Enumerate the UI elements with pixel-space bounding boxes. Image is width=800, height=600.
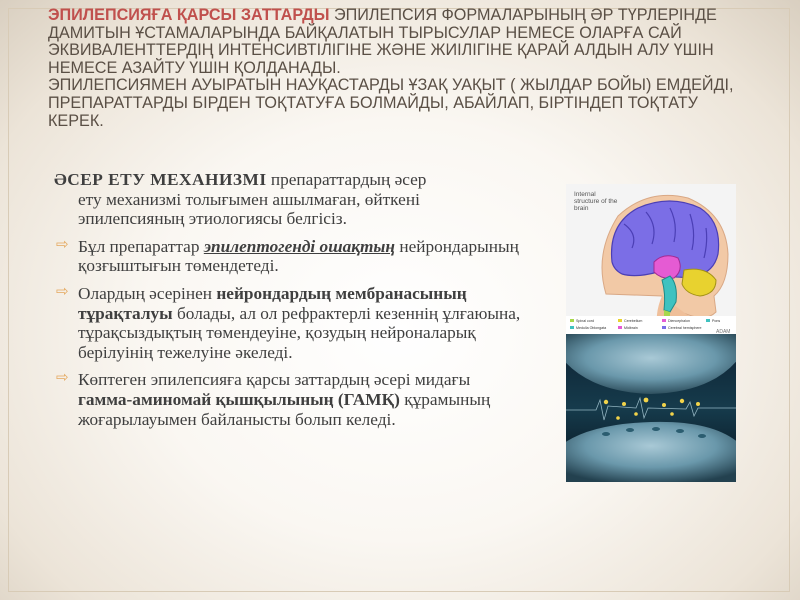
slide-content (54, 170, 524, 437)
mechanism-line1: препараттардың әсер (270, 170, 427, 189)
brain-illustration (566, 184, 736, 334)
header-paragraph-1 (48, 7, 753, 77)
bullet-2-text-a: Олардың әсерінен (78, 283, 212, 303)
brain-svg (566, 184, 736, 334)
brain-caption: Internal structure of the brain (574, 191, 618, 212)
bullet-1 (54, 237, 524, 276)
legend-item-3: Diencephalon (668, 319, 690, 323)
header-highlight: ЭПИЛЕПСИЯҒА ҚАРСЫ ЗАТТАРДЫ (48, 6, 330, 24)
legend-item-6: Midbrain (624, 326, 638, 330)
bullet-3-text-a: Көптеген эпилепсияға қарсы заттардың әсері мидағы (78, 370, 471, 390)
mechanism-text: ету механизмі толығымен ашылмаған, өйткені эпилепсияның этиологиясы белгісіз. (78, 189, 420, 229)
synapse-illustration (566, 334, 736, 482)
bullet-1-emphasis: эпилептогенді ошақтың (203, 236, 396, 256)
bullet-3-text-b: құрамының жоғарылауымен байланысты болып келеді. (78, 389, 491, 429)
legend-item-2: Cerebellum (624, 319, 643, 323)
slide-header (48, 7, 753, 130)
bullet-3-strong: гамма-аминомай қышқылының (ГАМҚ) (78, 389, 400, 409)
legend-item-4: Pons (712, 319, 721, 323)
mechanism-title: ӘСЕР ЕТУ МЕХАНИЗМІ (54, 170, 267, 189)
header-paragraph-2: ЭПИЛЕПСИЯМЕН АУЫРАТЫН НАУҚАСТАРДЫ ҰЗАҚ УАҚЫТ ( ЖЫЛДАР БОЙЫ) ЕМДЕЙДІ, ПРЕПАРАТТАРДЫ БІРДЕН ТОҚТАТУҒА БОЛМАЙДЫ, АБАЙЛАП, БІРТІНДЕП ТОҚТАТУ КЕРЕК. (48, 76, 734, 130)
bullet-2 (54, 284, 524, 362)
bullet-1-text-b: нейрондарының қозғыштығын төмендетеді. (78, 236, 519, 276)
bullet-arrow-icon: ⇨ (56, 370, 69, 387)
bullet-2-text-b: болады, ал ол рефрактерлі кезеннің ұлғаюына, тұрақсыздықтың төмендеуіне, қозудың нейроналарық берілуінің тежелуіне әкеледі. (78, 303, 521, 362)
bullet-arrow-icon: ⇨ (56, 236, 69, 253)
mechanism-paragraph (54, 170, 524, 229)
legend-item-7: Cerebral hemisphere (668, 326, 702, 330)
bullet-1-text-a: Бұл препараттар (78, 236, 200, 256)
legend-item-5: Medulla Oblongata (576, 326, 607, 330)
bullet-3 (54, 370, 524, 429)
synapse-svg (566, 334, 736, 482)
bullet-2-strong: нейрондардың мембранасының тұрақталуы (78, 283, 467, 323)
legend-item-1: Spinal cord (576, 319, 594, 323)
adam-watermark: ADAM (716, 329, 731, 334)
bullet-arrow-icon: ⇨ (56, 283, 69, 300)
header-text-1: ЭПИЛЕПСИЯ ФОРМАЛАРЫНЫҢ ӘР ТҮРЛЕРІНДЕ ДАМИТЫН ҰСТАМАЛАРЫНДА БАЙҚАЛАТЫН ТЫРЫСУЛАР НЕМЕСЕ ОЛАРҒА САЙ ЭКВИВАЛЕНТТЕРДІҢ ИНТЕНСИВТІЛІГІНЕ ЖӘНЕ ЖИІЛІГІНЕ ҚАРАЙ АЛДЫН АЛУ ҮШІН НЕМЕСЕ АЗАЙТУ ҮШІН ҚОЛДАНАДЫ. (48, 6, 717, 77)
